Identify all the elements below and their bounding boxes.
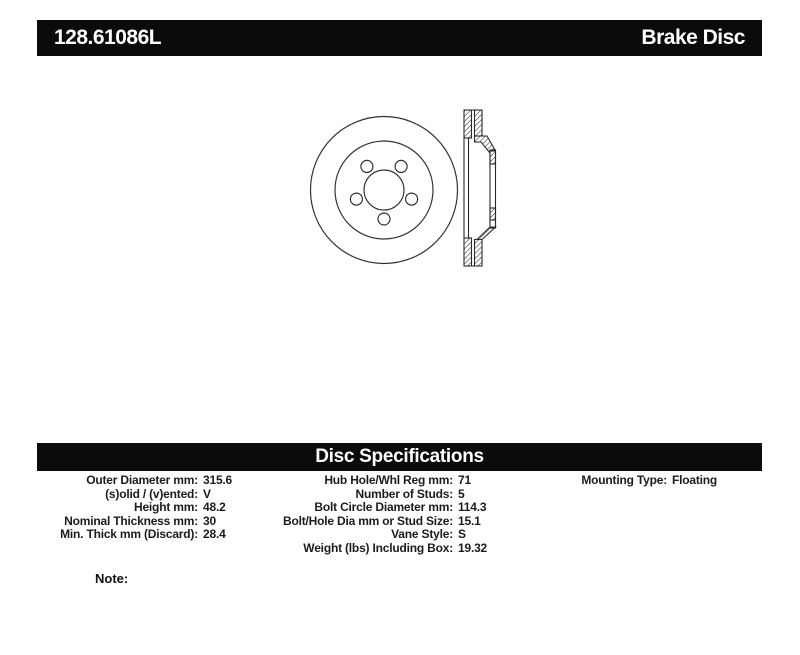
- stud-hole: [350, 193, 362, 205]
- section-bottom-outboard-plate: [464, 238, 472, 266]
- spec-value: 114.3: [458, 500, 487, 514]
- section-top-inboard-plate: [475, 110, 483, 136]
- product-type-title: Brake Disc: [641, 26, 745, 49]
- spec-label: Bolt/Hole Dia mm or Stud Size:: [283, 513, 454, 528]
- spec-value: V: [203, 486, 211, 501]
- spec-column-middle: [283, 474, 487, 555]
- spec-row-weight: [283, 542, 487, 556]
- spec-value: 5: [458, 486, 465, 501]
- spec-label: Min. Thick mm (Discard):: [60, 527, 198, 541]
- spec-value: Floating: [672, 473, 718, 487]
- disc-front-view: [311, 117, 458, 264]
- spec-label: Number of Studs:: [355, 486, 453, 501]
- stud-hole: [406, 193, 418, 205]
- disc-center-hole: [364, 170, 404, 210]
- spec-row-nominal-thickness: [38, 515, 232, 529]
- spec-value: 28.4: [203, 527, 226, 541]
- spec-row-bolt-circle-diameter: [283, 501, 487, 515]
- spec-row-height: [38, 501, 232, 515]
- spec-value: S: [458, 527, 466, 541]
- note-label: Note:: [95, 571, 129, 586]
- spec-row-vane-style: [283, 528, 487, 542]
- spec-row-mounting-type: [528, 474, 717, 488]
- spec-label: Hub Hole/Whl Reg mm:: [324, 473, 453, 487]
- spec-row-min-thick: [38, 528, 232, 542]
- spec-label: Weight (lbs) Including Box:: [303, 540, 453, 555]
- disc-cross-section-view: [464, 110, 496, 266]
- stud-hole: [378, 213, 390, 225]
- section-face-channel: [464, 138, 469, 238]
- spec-row-solid-vented: [38, 488, 232, 502]
- spec-value: 19.32: [458, 540, 488, 555]
- spec-row-bolt-hole-dia: [283, 515, 487, 529]
- spec-section-header: [37, 443, 762, 471]
- spec-label: Height mm:: [133, 500, 198, 514]
- spec-label: (s)olid / (v)ented:: [105, 486, 198, 501]
- spec-label: Bolt Circle Diameter mm:: [314, 500, 453, 514]
- spec-row-number-of-studs: [283, 488, 487, 502]
- spec-column-right: [528, 474, 717, 488]
- section-hat-face-upper: [490, 151, 496, 164]
- spec-section-title: Disc Specifications: [315, 446, 484, 467]
- spec-column-left: [38, 474, 232, 542]
- section-hat-face-lower: [490, 208, 496, 220]
- spec-value: 315.6: [203, 473, 233, 487]
- section-bottom-inboard-plate: [475, 240, 483, 267]
- stud-hole: [361, 160, 373, 172]
- section-top-outboard-plate: [464, 110, 472, 138]
- stud-hole: [395, 160, 407, 172]
- spec-label: Mounting Type:: [581, 473, 667, 487]
- spec-row-outer-diameter: [38, 474, 232, 488]
- spec-value: 30: [203, 513, 216, 528]
- spec-label: Nominal Thickness mm:: [64, 513, 198, 528]
- spec-label: Vane Style:: [391, 527, 453, 541]
- spec-value: 15.1: [458, 513, 481, 528]
- part-number: 128.61086L: [54, 26, 162, 49]
- spec-value: 48.2: [203, 500, 226, 514]
- spec-label: Outer Diameter mm:: [86, 473, 198, 487]
- section-hat-neck-bottom: [477, 227, 496, 240]
- spec-value: 71: [458, 473, 471, 487]
- spec-row-hub-hole: [283, 474, 487, 488]
